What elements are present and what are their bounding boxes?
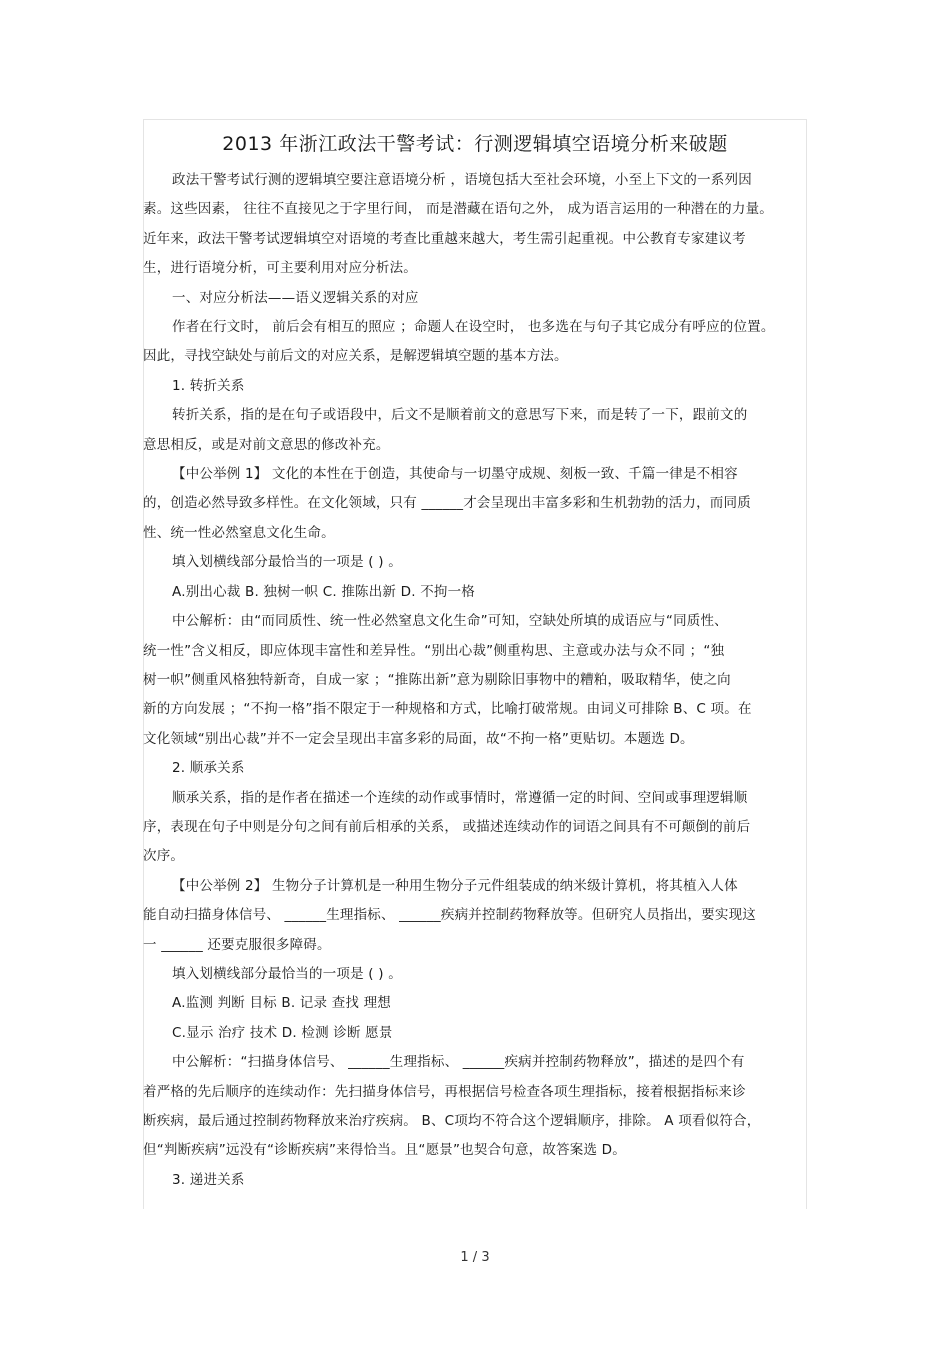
paragraph-list	[143, 166, 807, 1195]
text-line: 近年来，政法干警考试逻辑填空对语境的考查比重越来越大，考生需引起重视。中公教育专家建议考	[143, 230, 746, 247]
text-line: 素。这些因素， 往往不直接见之于字里行间， 而是潜藏在语句之外， 成为语言运用的一种潜在的力量。	[143, 201, 773, 218]
text-line: 意思相反，或是对前文意思的修改补充。	[143, 436, 390, 453]
paragraph	[143, 578, 807, 607]
text-line: 一 ______ 还要克服很多障碍。	[143, 936, 331, 953]
text-line: 文化领域“别出心裁”并不一定会呈现出丰富多彩的局面，故“不拘一格”更贴切。本题选 D。	[143, 730, 694, 747]
page-number: 1 / 3	[460, 1250, 490, 1265]
paragraph	[143, 460, 807, 548]
text-line: 2. 顺承关系	[172, 760, 245, 777]
paragraph	[143, 754, 807, 783]
text-line: 【中公举例 1】 文化的本性在于创造，其使命与一切墨守成规、刻板一致、千篇一律是不相容	[172, 466, 738, 483]
document-title: 2013 年浙江政法干警考试：行测逻辑填空语境分析来破题	[222, 133, 728, 155]
text-line: 统一性”含义相反，即应体现丰富性和差异性。“别出心裁”侧重构思、主意或办法与众不同 ；“独	[143, 642, 725, 659]
paragraph	[143, 989, 807, 1018]
text-line: 【中公举例 2】 生物分子计算机是一种用生物分子元件组装成的纳米级计算机，将其植入人体	[172, 877, 738, 894]
text-line: 生，进行语境分析，可主要利用对应分析法。	[143, 260, 417, 277]
text-line: C.显示 治疗 技术 D. 检测 诊断 愿景	[172, 1024, 393, 1041]
paragraph	[143, 166, 807, 284]
paragraph	[143, 607, 807, 754]
text-line: 但“判断疾病”远没有“诊断疾病”来得恰当。且“愿景”也契合句意，故答案选 D。	[143, 1142, 626, 1159]
text-line: A.监测 判断 目标 B. 记录 查找 理想	[172, 995, 391, 1012]
text-line: 因此，寻找空缺处与前后文的对应关系，是解逻辑填空题的基本方法。	[143, 348, 568, 365]
text-line: 1. 转折关系	[172, 377, 245, 394]
text-line: A.别出心裁 B. 独树一帜 C. 推陈出新 D. 不拘一格	[172, 583, 475, 600]
text-line: 中公解析：由“而同质性、统一性必然窒息文化生命”可知，空缺处所填的成语应与“同质性、	[172, 613, 728, 630]
document-body	[143, 130, 807, 1195]
paragraph	[143, 784, 807, 872]
paragraph	[143, 372, 807, 401]
text-line: 的，创造必然导致多样性。在文化领域，只有 ______才会呈现出丰富多彩和生机勃勃的活力，而同质	[143, 495, 751, 512]
paragraph	[143, 1166, 807, 1195]
paragraph	[143, 1048, 807, 1166]
text-line: 新的方向发展 ；“不拘一格”指不限定于一种规格和方式，比喻打破常规。由词义可排除 B、C 项。在	[143, 701, 752, 718]
paragraph	[143, 284, 807, 313]
paragraph	[143, 548, 807, 577]
paragraph	[143, 1019, 807, 1048]
text-line: 填入划横线部分最恰当的一项是 ( ) 。	[172, 965, 402, 982]
paragraph	[143, 872, 807, 960]
text-line: 树一帜”侧重风格独特新奇，自成一家 ；“推陈出新”意为剔除旧事物中的糟粕，吸取精华，使之向	[143, 671, 731, 688]
text-line: 能自动扫描身体信号、 ______生理指标、 ______疾病并控制药物释放等。但研究人员指出，要实现这	[143, 907, 756, 924]
text-line: 填入划横线部分最恰当的一项是 ( ) 。	[172, 554, 402, 571]
text-line: 断疾病，最后通过控制药物释放来治疗疾病。 B、C项均不符合这个逻辑顺序，排除。 A 项看似符合，	[143, 1113, 761, 1129]
text-line: 性、统一性必然窒息文化生命。	[143, 524, 335, 541]
text-line: 次序。	[143, 848, 185, 865]
paragraph	[143, 313, 807, 372]
paragraph	[143, 401, 807, 460]
text-line: 政法干警考试行测的逻辑填空要注意语境分析 ，语境包括大至社会环境，小至上下文的一系列因	[172, 172, 752, 188]
text-line: 3. 递进关系	[172, 1171, 245, 1188]
text-line: 中公解析：“扫描身体信号、 ______生理指标、 ______疾病并控制药物释放”，描述的是四个有	[172, 1054, 745, 1071]
text-line: 作者在行文时， 前后会有相互的照应 ；命题人在设空时， 也多选在与句子其它成分有呼应的位置。	[172, 319, 775, 336]
text-line: 转折关系，指的是在句子或语段中，后文不是顺着前文的意思写下来，而是转了一下，跟前文的	[172, 407, 748, 424]
text-line: 一、对应分析法——语义逻辑关系的对应	[172, 289, 419, 306]
text-line: 顺承关系，指的是作者在描述一个连续的动作或事情时，常遵循一定的时间、空间或事理逻辑顺	[172, 789, 748, 806]
paragraph	[143, 960, 807, 989]
text-line: 着严格的先后顺序的连续动作：先扫描身体信号，再根据信号检查各项生理指标，接着根据指标来诊	[143, 1083, 746, 1100]
text-line: 序，表现在句子中则是分句之间有前后相承的关系， 或描述连续动作的词语之间具有不可颠倒的前后	[143, 818, 751, 835]
